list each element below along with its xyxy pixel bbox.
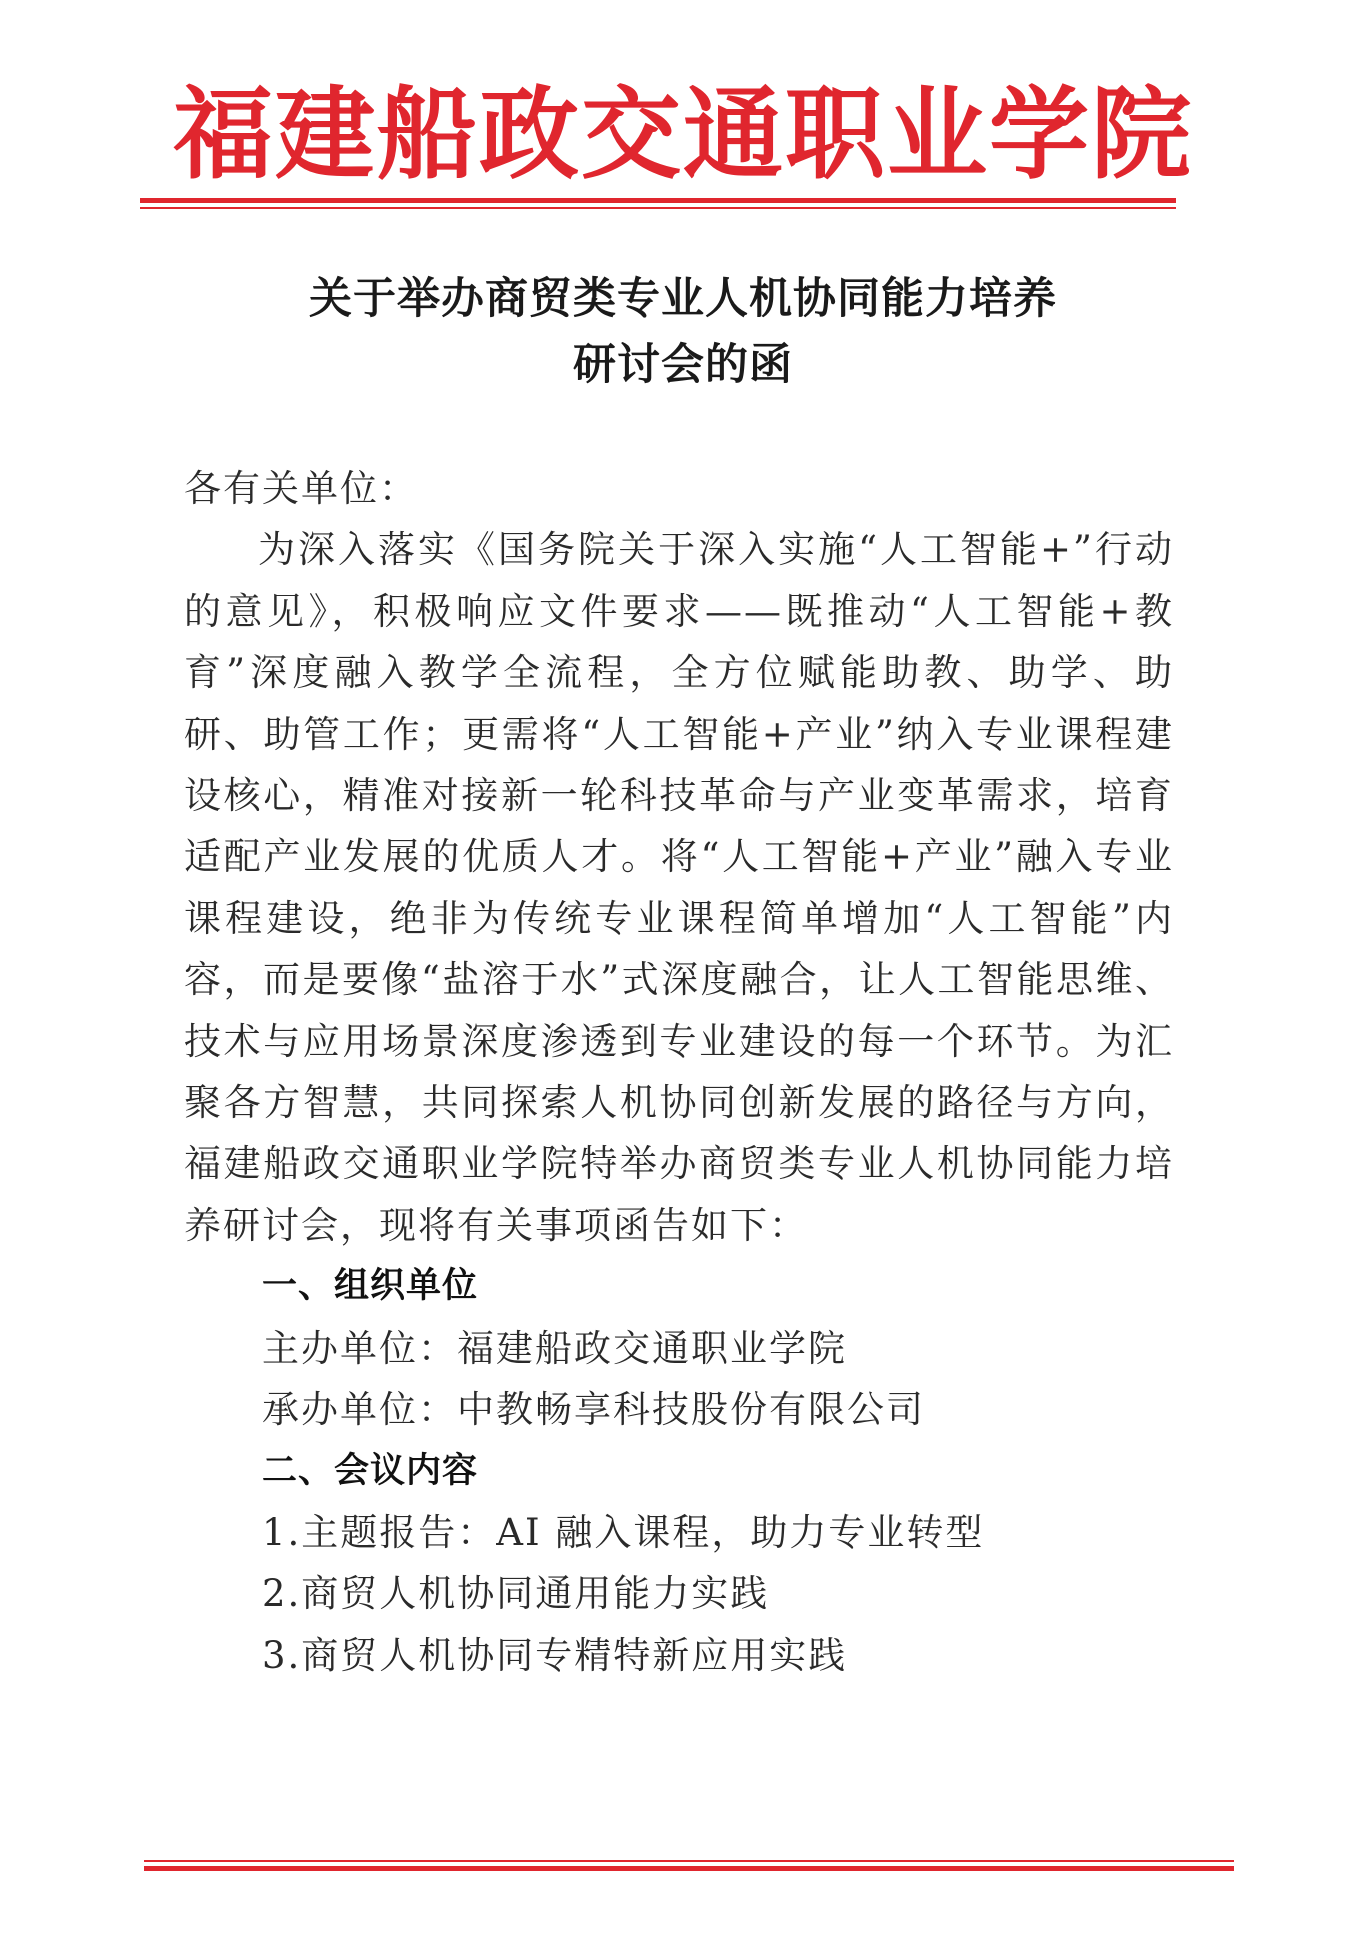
letterhead-rule-thick: [140, 198, 1176, 203]
document-title: [0, 266, 1366, 398]
salutation: 各有关单位：: [184, 467, 418, 510]
section-heading-organizers: 一、组织单位: [262, 1266, 479, 1307]
intro-paragraph: 为深入落实《国务院关于深入实施“人工智能+”行动的意见》，积极响应文件要求——既推动“人工智能+教育”深度融入教学全流程，全方位赋能助教、助学、助研、助管工作；更需将“人工智能+产业”纳入专业课程建设核心，精准对接新一轮科技革命与产业变革需求，培育适配产业发展的优质人才。将“人工智能+产业”融入专业课程建设，绝非为传统专业课程简单增加“人工智能”内容，而是要像“盐溶于水”式深度融合，让人工智能思维、技术与应用场景深度渗透到专业建设的每一个环节。为汇聚各方智慧，共同探索人机协同创新发展的路径与方向，福建船政交通职业学院特举办商贸类专业人机协同能力培养研讨会，现将有关事项函告如下：: [184, 528, 1174, 1247]
host-unit: 主办单位：福建船政交通职业学院: [262, 1326, 847, 1370]
document-title-line-2: 研讨会的函: [573, 340, 793, 390]
content-item: 2.商贸人机协同通用能力实践: [262, 1572, 770, 1616]
content-item: 1.主题报告：AI 融入课程，助力专业转型: [262, 1510, 985, 1554]
organizer-unit: 承办单位：中教畅享科技股份有限公司: [262, 1388, 925, 1432]
content-item: 3.商贸人机协同专精特新应用实践: [262, 1633, 848, 1677]
letterhead-org-name: 福建船政交通职业学院: [173, 75, 1193, 193]
footer-rule-thick: [144, 1866, 1234, 1871]
document-body: [184, 458, 1174, 1686]
section-heading-content: 二、会议内容: [262, 1450, 479, 1491]
letterhead-rule-thin: [140, 207, 1176, 209]
document-title-line-1: 关于举办商贸类专业人机协同能力培养: [309, 274, 1057, 324]
footer-rule-thin: [144, 1860, 1234, 1862]
